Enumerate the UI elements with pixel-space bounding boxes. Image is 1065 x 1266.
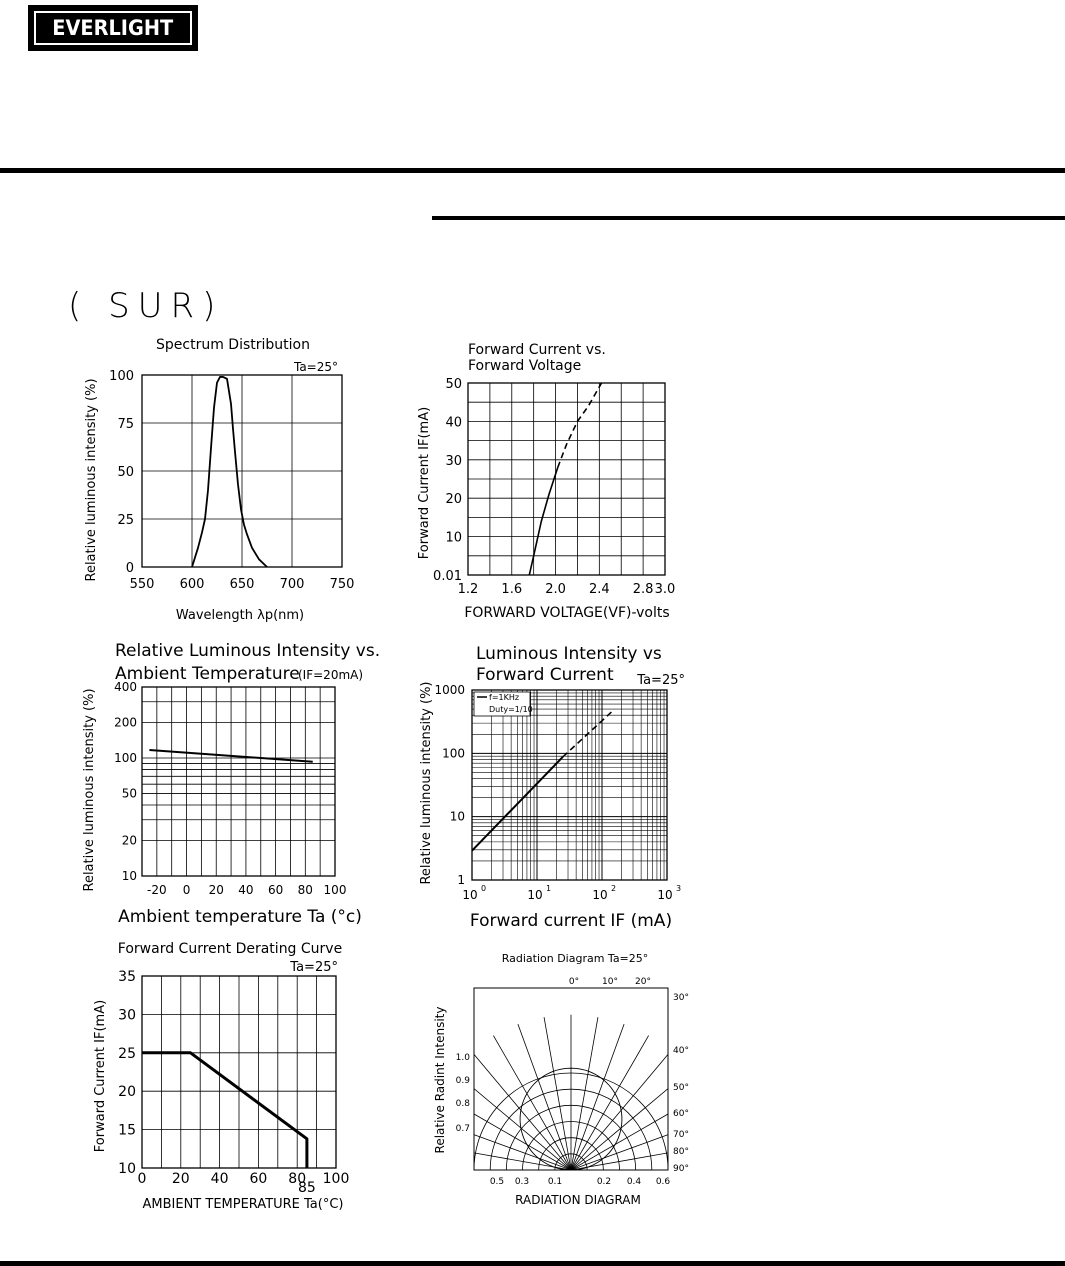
radiation-ylabel: Relative Radint Intensity <box>433 1006 447 1154</box>
spectrum-x-tick: 700 <box>279 577 305 592</box>
derating-x-tick: 60 <box>249 1171 268 1187</box>
radiation-bottom-right: 0.2 <box>596 1177 612 1187</box>
li-y-tick: 100 <box>442 746 465 761</box>
fv-title-2: Forward Voltage <box>468 358 582 374</box>
ta-condition: (IF=20mA) <box>298 668 364 682</box>
spectrum-y-tick: 0 <box>125 561 134 576</box>
ta-y-tick: 20 <box>121 833 137 848</box>
li-x-tick: 10 <box>592 888 608 902</box>
ta-x-tick: -20 <box>147 883 167 897</box>
li-frame <box>472 690 667 880</box>
li-title-1: Luminous Intensity vs <box>476 644 662 664</box>
derating-x-tick: 40 <box>210 1171 229 1187</box>
fv-x-tick: 2.4 <box>588 582 610 597</box>
spectrum-title: Spectrum Distribution <box>156 337 310 353</box>
derating-ylabel: Forward Current IF(mA) <box>93 999 108 1153</box>
radiation-title: Radiation Diagram Ta=25° <box>501 952 649 965</box>
spectrum-x-tick: 550 <box>129 577 155 592</box>
fv-y-tick: 10 <box>445 530 462 546</box>
derating-y-tick: 25 <box>118 1045 136 1062</box>
ta-x-tick: 0 <box>182 883 191 897</box>
derating-y-tick: 10 <box>118 1161 136 1177</box>
radiation-radius-label: 1.0 <box>455 1053 470 1063</box>
derating-y-tick: 20 <box>118 1084 136 1101</box>
li-x-exp: 2 <box>611 884 617 893</box>
spectrum-x-tick: 750 <box>329 577 355 592</box>
derating-x-tick: 100 <box>322 1171 350 1187</box>
fv-x-tick: 1.2 <box>457 582 479 597</box>
radiation-angle-label: 30° <box>673 993 689 1003</box>
derating-x-tick: 80 <box>288 1171 307 1187</box>
ta-xlabel: Ambient temperature Ta (°c) <box>118 907 362 927</box>
derating-y-tick: 15 <box>118 1122 136 1139</box>
fv-y-tick: 30 <box>445 453 462 469</box>
spectrum-ylabel: Relative luminous intensity (%) <box>84 378 99 582</box>
ta-x-tick: 100 <box>323 883 347 897</box>
spectrum-y-tick: 100 <box>109 369 134 384</box>
radiation-angle-label: 70° <box>673 1130 689 1140</box>
li-x-tick: 10 <box>527 888 543 902</box>
radiation-xlabel: RADIATION DIAGRAM <box>515 1193 641 1207</box>
spectrum-curve <box>192 377 267 567</box>
fv-x-tick: 2.0 <box>545 582 566 597</box>
ta-y-tick: 50 <box>121 786 137 801</box>
fv-ylabel: Forward Current IF(mA) <box>417 406 432 560</box>
derating-x-tick: 20 <box>171 1171 190 1187</box>
ta-x-tick: 40 <box>238 883 254 897</box>
ta-x-tick: 80 <box>297 883 313 897</box>
radiation-angle-label: 90° <box>673 1164 689 1174</box>
li-xlabel: Forward current IF (mA) <box>469 911 673 931</box>
li-x-tick: 10 <box>462 888 478 902</box>
radiation-bottom-right: 0.6 <box>655 1177 671 1187</box>
derating-xlabel: AMBIENT TEMPERATURE Ta(°C) <box>142 1197 344 1212</box>
derating-x-tick-85: 85 <box>297 1180 316 1196</box>
fv-y-tick: 0.01 <box>433 569 462 584</box>
radiation-bottom-right: 0.4 <box>626 1177 642 1187</box>
ta-y-tick: 100 <box>114 751 137 766</box>
li-x-exp: 0 <box>481 884 487 893</box>
li-y-tick: 1000 <box>434 683 465 697</box>
ta-x-tick: 60 <box>267 883 284 897</box>
li-x-exp: 1 <box>546 884 552 893</box>
fv-y-tick: 40 <box>445 415 462 431</box>
radiation-angle-label: 0° <box>568 977 580 987</box>
ta-title-2: Ambient Temperature <box>115 664 300 684</box>
derating-y-tick: 30 <box>118 1007 136 1024</box>
li-title-2: Forward Current <box>476 665 614 685</box>
ta-title-1: Relative Luminous Intensity vs. <box>115 641 381 661</box>
li-ylabel: Relative luminous intensity (%) <box>419 681 434 885</box>
spectrum-y-tick: 75 <box>117 417 134 432</box>
series-label: ( SUR) <box>68 286 224 326</box>
radiation-radius-label: 0.7 <box>455 1124 470 1134</box>
derating-y-tick: 35 <box>118 969 136 985</box>
derating-title: Forward Current Derating Curve <box>117 941 343 957</box>
ta-ylabel: Relative luminous intensity (%) <box>82 688 97 892</box>
derating-curve <box>142 1053 307 1168</box>
spectrum-y-tick: 25 <box>117 513 134 528</box>
li-legend-duty: Duty=1/10 <box>489 705 533 714</box>
radiation-angle-label: 40° <box>673 1046 689 1056</box>
spectrum-x-tick: 650 <box>229 577 255 592</box>
li-x-tick: 10 <box>657 888 673 902</box>
radiation-bottom-left: 0.1 <box>547 1177 563 1187</box>
radiation-angle-label: 80° <box>673 1147 689 1157</box>
derating-ta: Ta=25° <box>290 960 338 975</box>
ta-y-tick: 400 <box>114 680 137 694</box>
ta-frame <box>142 687 335 876</box>
spectrum-x-tick: 600 <box>179 577 205 592</box>
radiation-bottom-left: 0.5 <box>489 1177 505 1187</box>
radiation-angle-label: 20° <box>635 977 651 987</box>
fv-xlabel: FORWARD VOLTAGE(VF)-volts <box>464 605 670 621</box>
li-y-tick: 1 <box>457 873 465 887</box>
fv-dashed-curve <box>558 383 602 467</box>
ta-y-tick: 10 <box>121 869 137 883</box>
radiation-bottom-left: 0.3 <box>514 1177 530 1187</box>
logo-text: EVERLIGHT <box>52 16 174 40</box>
li-legend-freq: f=1KHz <box>489 693 520 702</box>
fv-y-tick: 50 <box>445 377 462 392</box>
fv-x-tick: 3.0 <box>654 582 676 597</box>
derating-x-tick: 0 <box>137 1171 147 1187</box>
radiation-angle-label: 60° <box>673 1109 689 1119</box>
li-x-exp: 3 <box>676 884 682 893</box>
li-dashed-curve <box>563 710 614 757</box>
radiation-angle-label: 50° <box>673 1083 689 1093</box>
fv-title-1: Forward Current vs. <box>468 342 606 358</box>
ta-y-tick: 200 <box>114 715 137 730</box>
spectrum-y-tick: 50 <box>117 465 134 480</box>
fv-x-tick: 1.6 <box>501 582 523 597</box>
fv-y-tick: 20 <box>445 492 462 508</box>
radiation-radius-label: 0.8 <box>455 1099 470 1109</box>
radiation-angle-label: 10° <box>602 977 618 987</box>
radiation-radius-label: 0.9 <box>455 1076 470 1086</box>
fv-x-tick: 2.8 <box>632 582 654 597</box>
spectrum-ta: Ta=25° <box>293 360 338 374</box>
li-ta: Ta=25° <box>637 673 685 688</box>
li-y-tick: 10 <box>449 809 465 824</box>
ta-x-tick: 20 <box>208 883 224 897</box>
spectrum-xlabel: Wavelength λp(nm) <box>175 608 305 623</box>
